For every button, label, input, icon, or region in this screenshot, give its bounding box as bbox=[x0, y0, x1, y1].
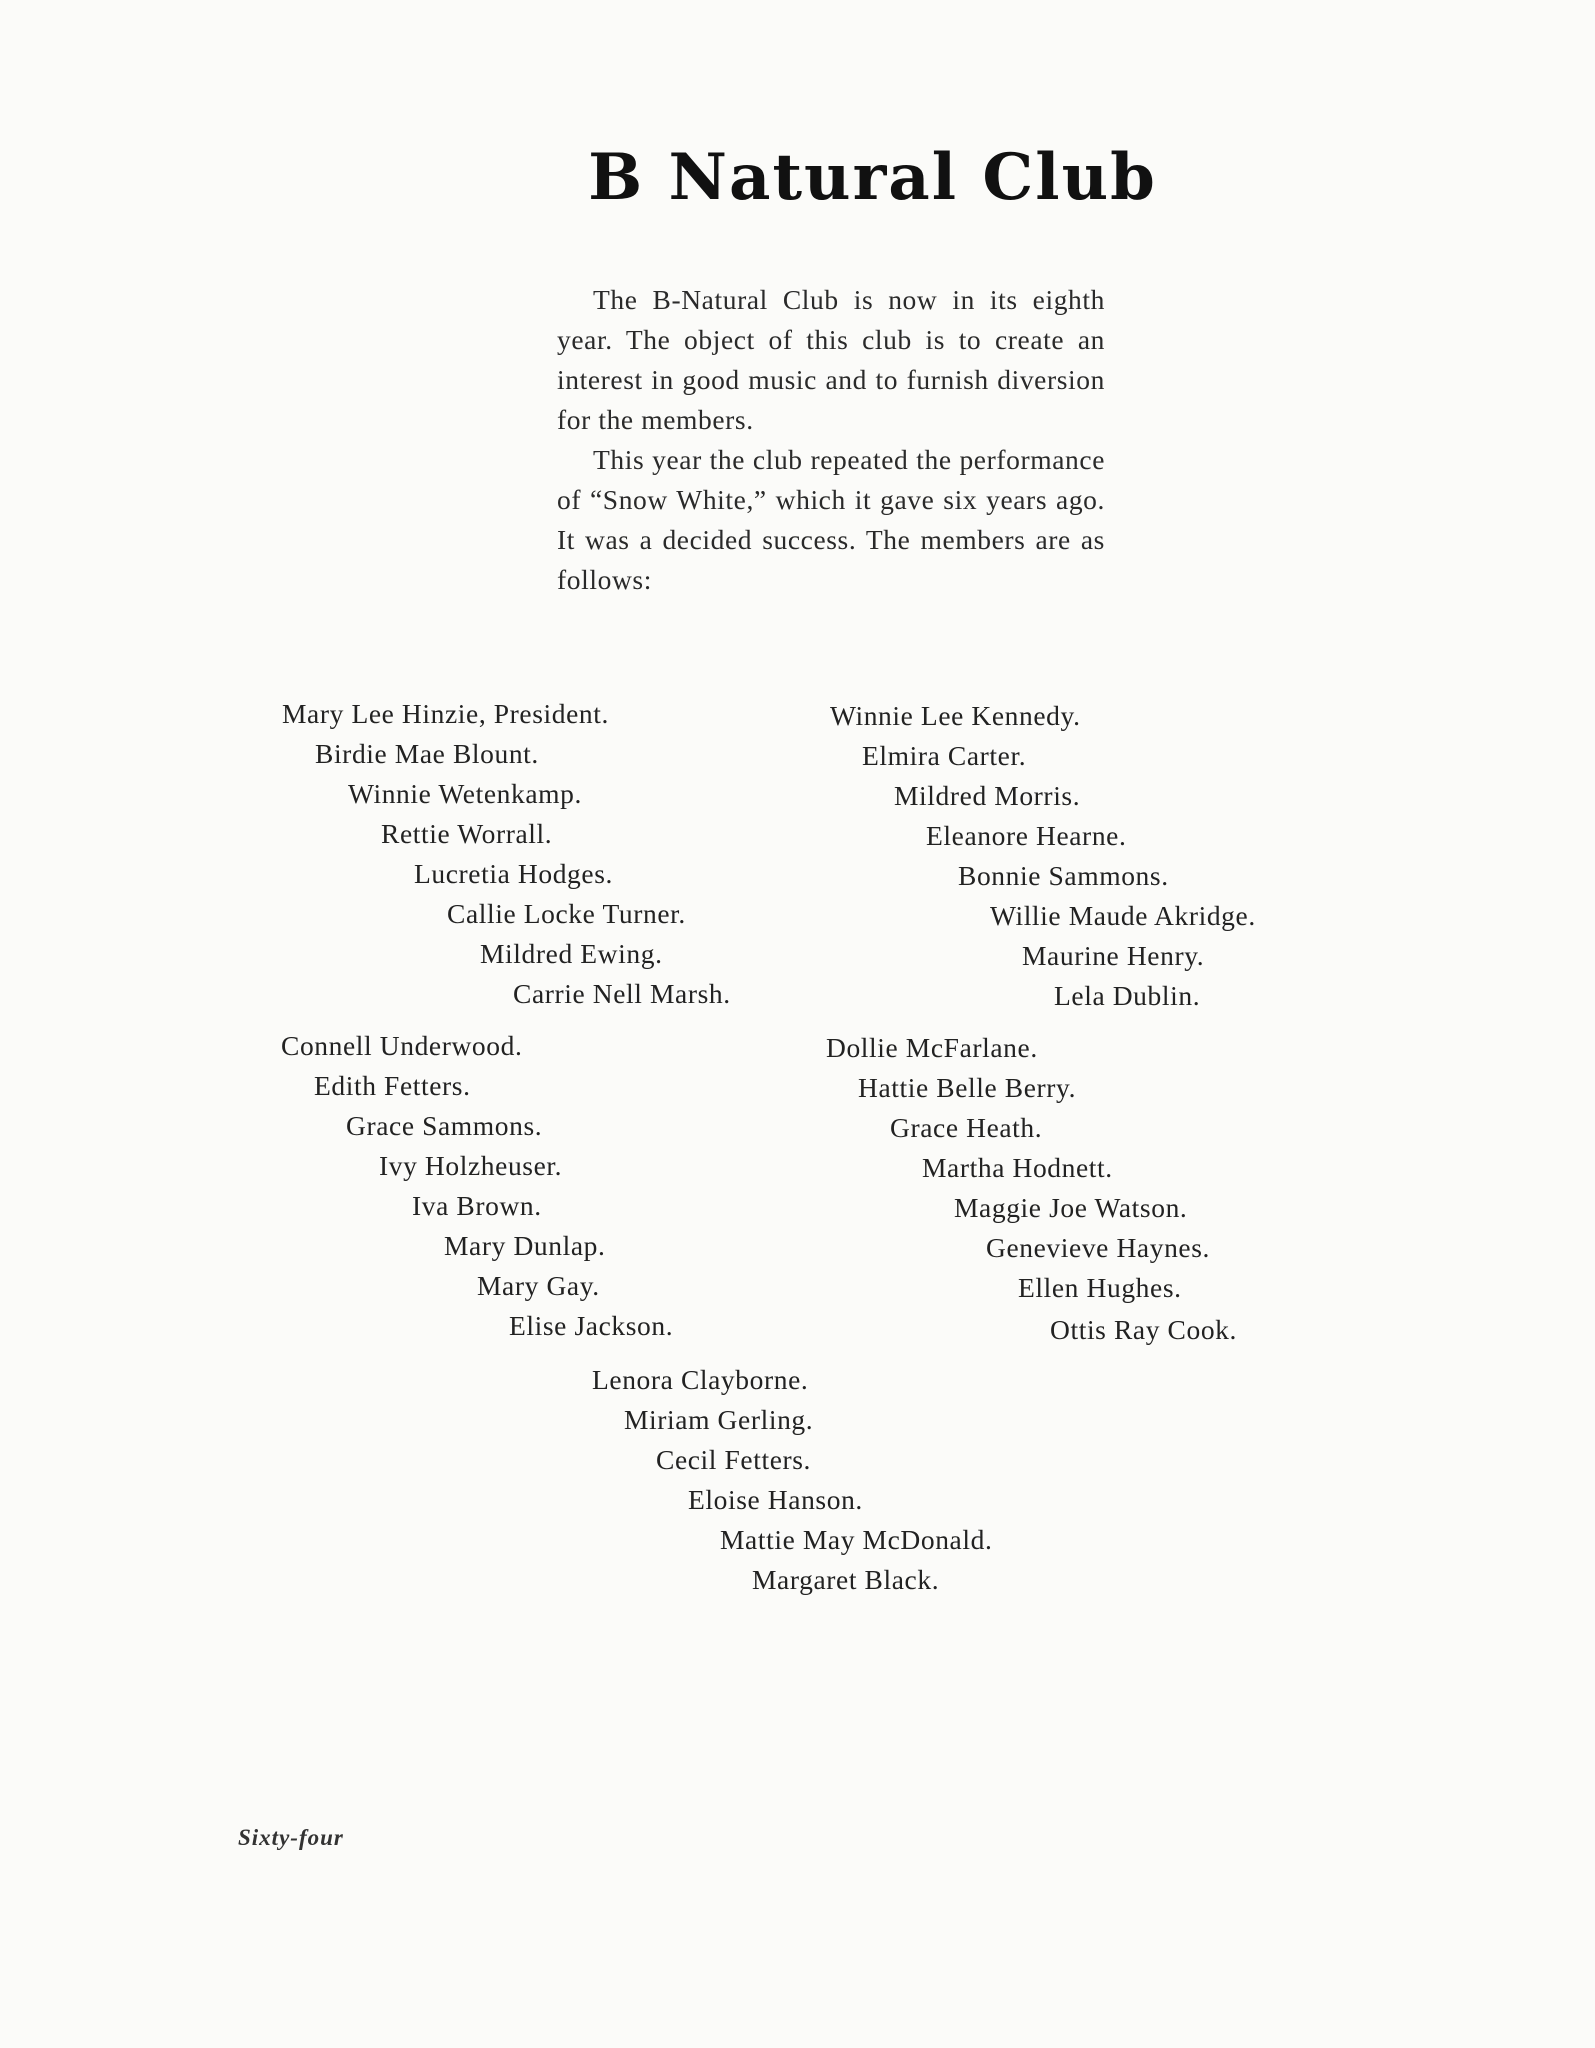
member-name: Ottis Ray Cook. bbox=[1050, 1314, 1237, 1345]
member-name: Mildred Ewing. bbox=[480, 938, 663, 969]
member-name: Elmira Carter. bbox=[862, 740, 1027, 771]
member-name: Lenora Clayborne. bbox=[592, 1364, 809, 1395]
member-name: Mildred Morris. bbox=[894, 780, 1081, 811]
member-name: Hattie Belle Berry. bbox=[858, 1072, 1077, 1103]
member-name: Eleanore Hearne. bbox=[926, 820, 1127, 851]
member-name: Lela Dublin. bbox=[1054, 980, 1201, 1011]
member-name: Connell Underwood. bbox=[281, 1030, 523, 1061]
member-name: Winnie Wetenkamp. bbox=[348, 778, 582, 809]
member-name: Iva Brown. bbox=[412, 1190, 542, 1221]
member-name: Dollie McFarlane. bbox=[826, 1032, 1038, 1063]
member-name: Mary Gay. bbox=[477, 1270, 600, 1301]
member-name: Maggie Joe Watson. bbox=[954, 1192, 1188, 1223]
member-name: Grace Sammons. bbox=[346, 1110, 543, 1141]
member-name: Ivy Holzheuser. bbox=[379, 1150, 563, 1181]
member-name: Birdie Mae Blount. bbox=[315, 738, 539, 769]
intro-paragraph: This year the club repeated the performance of “Snow White,” which it gave six years ago. It was a decided success. The members are as follows: bbox=[557, 444, 1105, 595]
member-name: Carrie Nell Marsh. bbox=[513, 978, 731, 1009]
member-name: Grace Heath. bbox=[890, 1112, 1043, 1143]
member-name: Cecil Fetters. bbox=[656, 1444, 812, 1475]
member-name: Maurine Henry. bbox=[1022, 940, 1205, 971]
member-name: Mary Dunlap. bbox=[444, 1230, 606, 1261]
page-title bbox=[0, 140, 1595, 215]
intro-paragraph: The B-Natural Club is now in its eighth year. The object of this club is to create an interest in good music and to furnish diversion for the members. bbox=[557, 284, 1105, 435]
member-name: Elise Jackson. bbox=[509, 1310, 674, 1341]
member-name: Bonnie Sammons. bbox=[958, 860, 1169, 891]
member-name: Rettie Worrall. bbox=[381, 818, 553, 849]
page-title-text: B Natural Club bbox=[588, 140, 1157, 215]
member-name: Genevieve Haynes. bbox=[986, 1232, 1210, 1263]
member-name: Willie Maude Akridge. bbox=[990, 900, 1256, 931]
member-name: Edith Fetters. bbox=[314, 1070, 471, 1101]
member-name: Winnie Lee Kennedy. bbox=[830, 700, 1081, 731]
member-name: Mary Lee Hinzie, President. bbox=[282, 698, 609, 729]
intro-text bbox=[557, 280, 1105, 600]
member-name: Ellen Hughes. bbox=[1018, 1272, 1182, 1303]
member-name: Miriam Gerling. bbox=[624, 1404, 814, 1435]
member-name: Mattie May McDonald. bbox=[720, 1524, 993, 1555]
member-name: Margaret Black. bbox=[752, 1564, 940, 1595]
page-number: Sixty-four bbox=[238, 1825, 344, 1850]
member-name: Eloise Hanson. bbox=[688, 1484, 863, 1515]
member-name: Martha Hodnett. bbox=[922, 1152, 1113, 1183]
member-name: Lucretia Hodges. bbox=[414, 858, 613, 889]
member-name: Callie Locke Turner. bbox=[447, 898, 686, 929]
